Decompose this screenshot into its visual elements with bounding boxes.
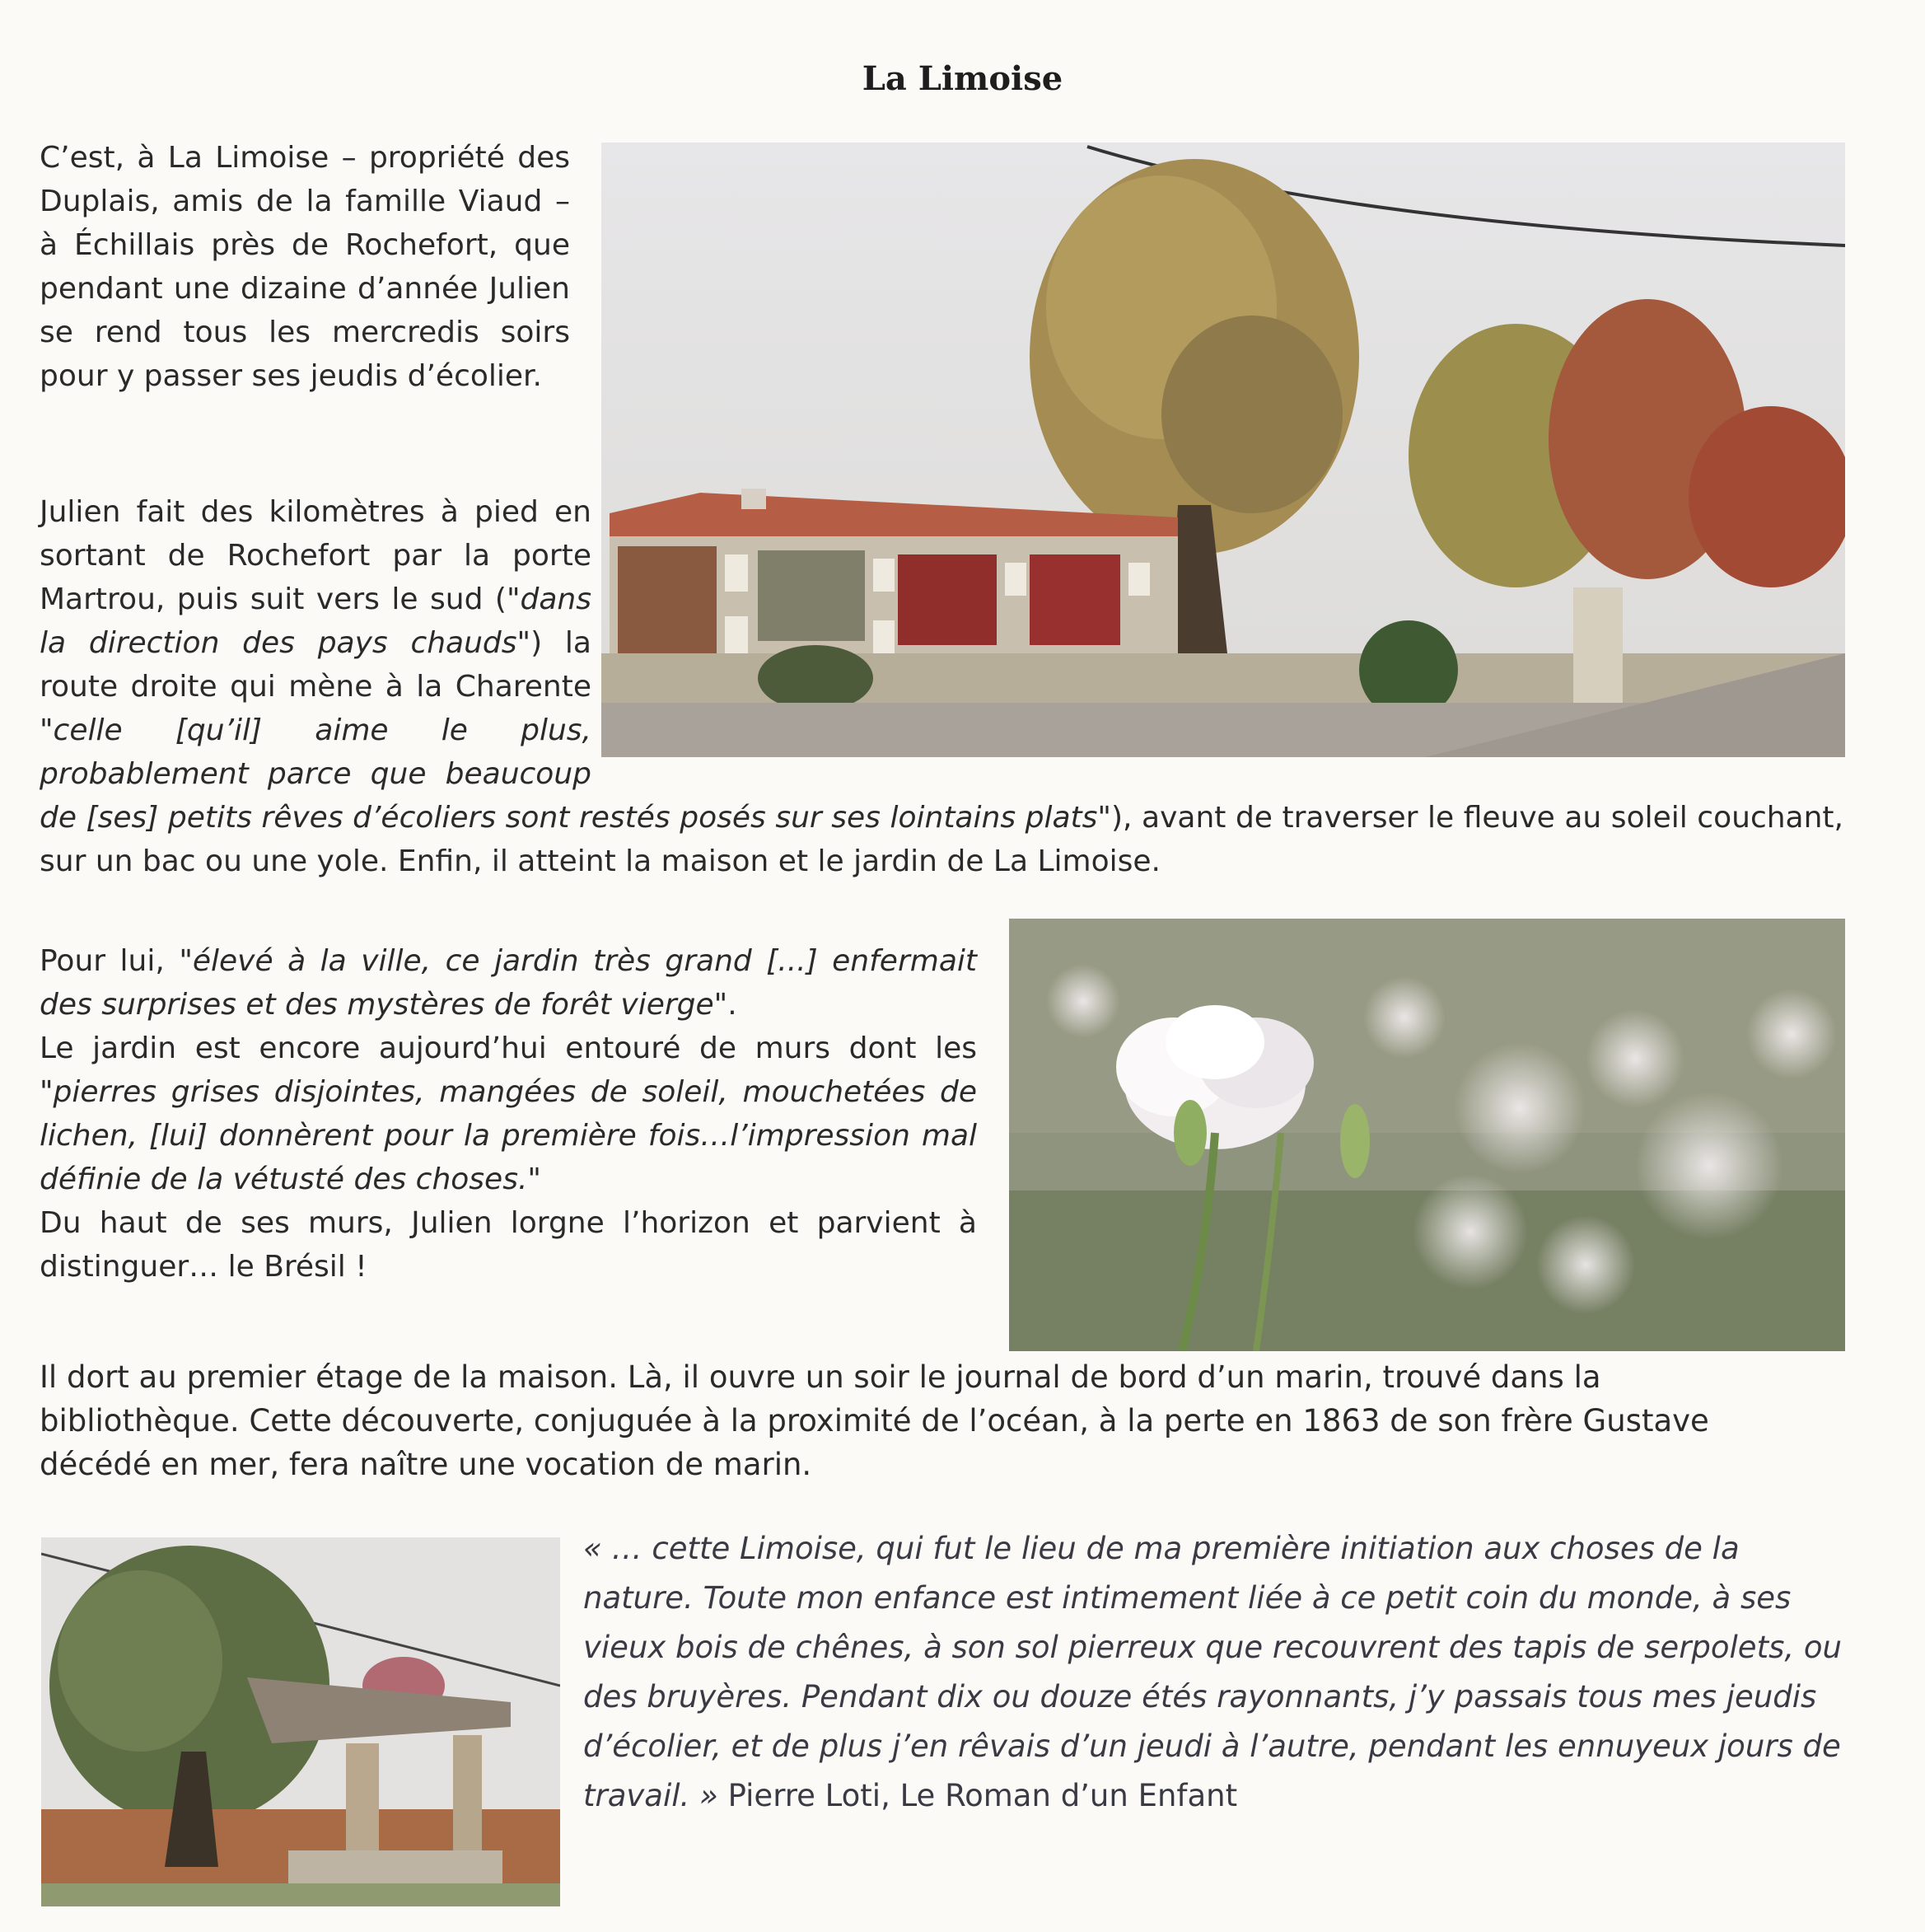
garden-text-c: . xyxy=(727,988,737,1022)
garden-quote-b: "élevé à la ville, ce jardin très grand [...] enfermait des surprises et des mystères de forêt vierge" xyxy=(40,944,977,1022)
loti-quote xyxy=(583,1524,1850,1821)
house-photo xyxy=(601,143,1845,757)
garden-text-f: Du haut de ses murs, Julien lorgne l’horizon et parvient à distinguer… le Brésil ! xyxy=(40,1206,977,1284)
journey-text-a: Julien fait des kilomètres à pied en sortant de Rochefort par la porte Martrou, puis suit vers le sud ( xyxy=(40,495,591,616)
quote-attribution: Pierre Loti, Le Roman d’un Enfant xyxy=(717,1778,1238,1813)
intro-text: C’est, à La Limoise – propriété des Duplais, amis de la famille Viaud – à Échillais près de Rochefort, que pendant une dizaine d’année Julien se rend tous les mercredis soirs pour y passer ses jeudis d’écolier. xyxy=(40,141,570,393)
journey-text-c: ) la route droite qui mène à la Charente xyxy=(40,626,591,704)
garden-paragraph xyxy=(40,939,977,1289)
garden-text-d: Le jardin est encore aujourd’hui entouré de murs dont les xyxy=(40,1031,977,1065)
lavoir-photo xyxy=(41,1537,560,1906)
garden-text-a: Pour lui, xyxy=(40,944,180,978)
journey-quote-d: "celle [qu’il] aime le plus, probablement parce que beaucoup de [ses] petits rêves d’écoliers sont restés posés sur ses lointains plats" xyxy=(40,713,1111,835)
garden-quote-e: "pierres grises disjointes, mangées de soleil, mouchetées de lichen, [lui] donnèrent pour la première fois…l’impression mal définie de la vétusté des choses." xyxy=(40,1075,977,1196)
intro-paragraph xyxy=(40,136,570,398)
journey-quote-b: "dans la direction des pays chauds" xyxy=(40,582,591,660)
rose-photo xyxy=(1009,919,1845,1351)
vocation-paragraph xyxy=(40,1355,1778,1486)
journey-text-e: ), avant de traverser le fleuve au soleil couchant, sur un bac ou une yole. Enfin, il atteint la maison et le jardin de La Limoise. xyxy=(40,801,1843,878)
page-title: La Limoise xyxy=(862,59,1063,98)
vocation-text: Il dort au premier étage de la maison. Là, il ouvre un soir le journal de bord d’un marin, trouvé dans la bibliothèque. Cette découverte, conjuguée à la proximité de l’océan, à la perte en 1863 de son frère Gustave décédé en mer, fera naître une vocation de marin. xyxy=(40,1359,1709,1482)
quote-text: « … cette Limoise, qui fut le lieu de ma première initiation aux choses de la nature. Toute mon enfance est intimement liée à ce petit coin du monde, à ses vieux bois de chênes, à son sol pierreux que recouvrent des tapis de serpolets, ou des bruyères. Pendant dix ou douze étés rayonnants, j’y passais tous mes jeudis d’écolier, et de plus j’en rêvais d’un jeudi à l’autre, pendant les ennuyeux jours de travail. » xyxy=(583,1531,1842,1813)
